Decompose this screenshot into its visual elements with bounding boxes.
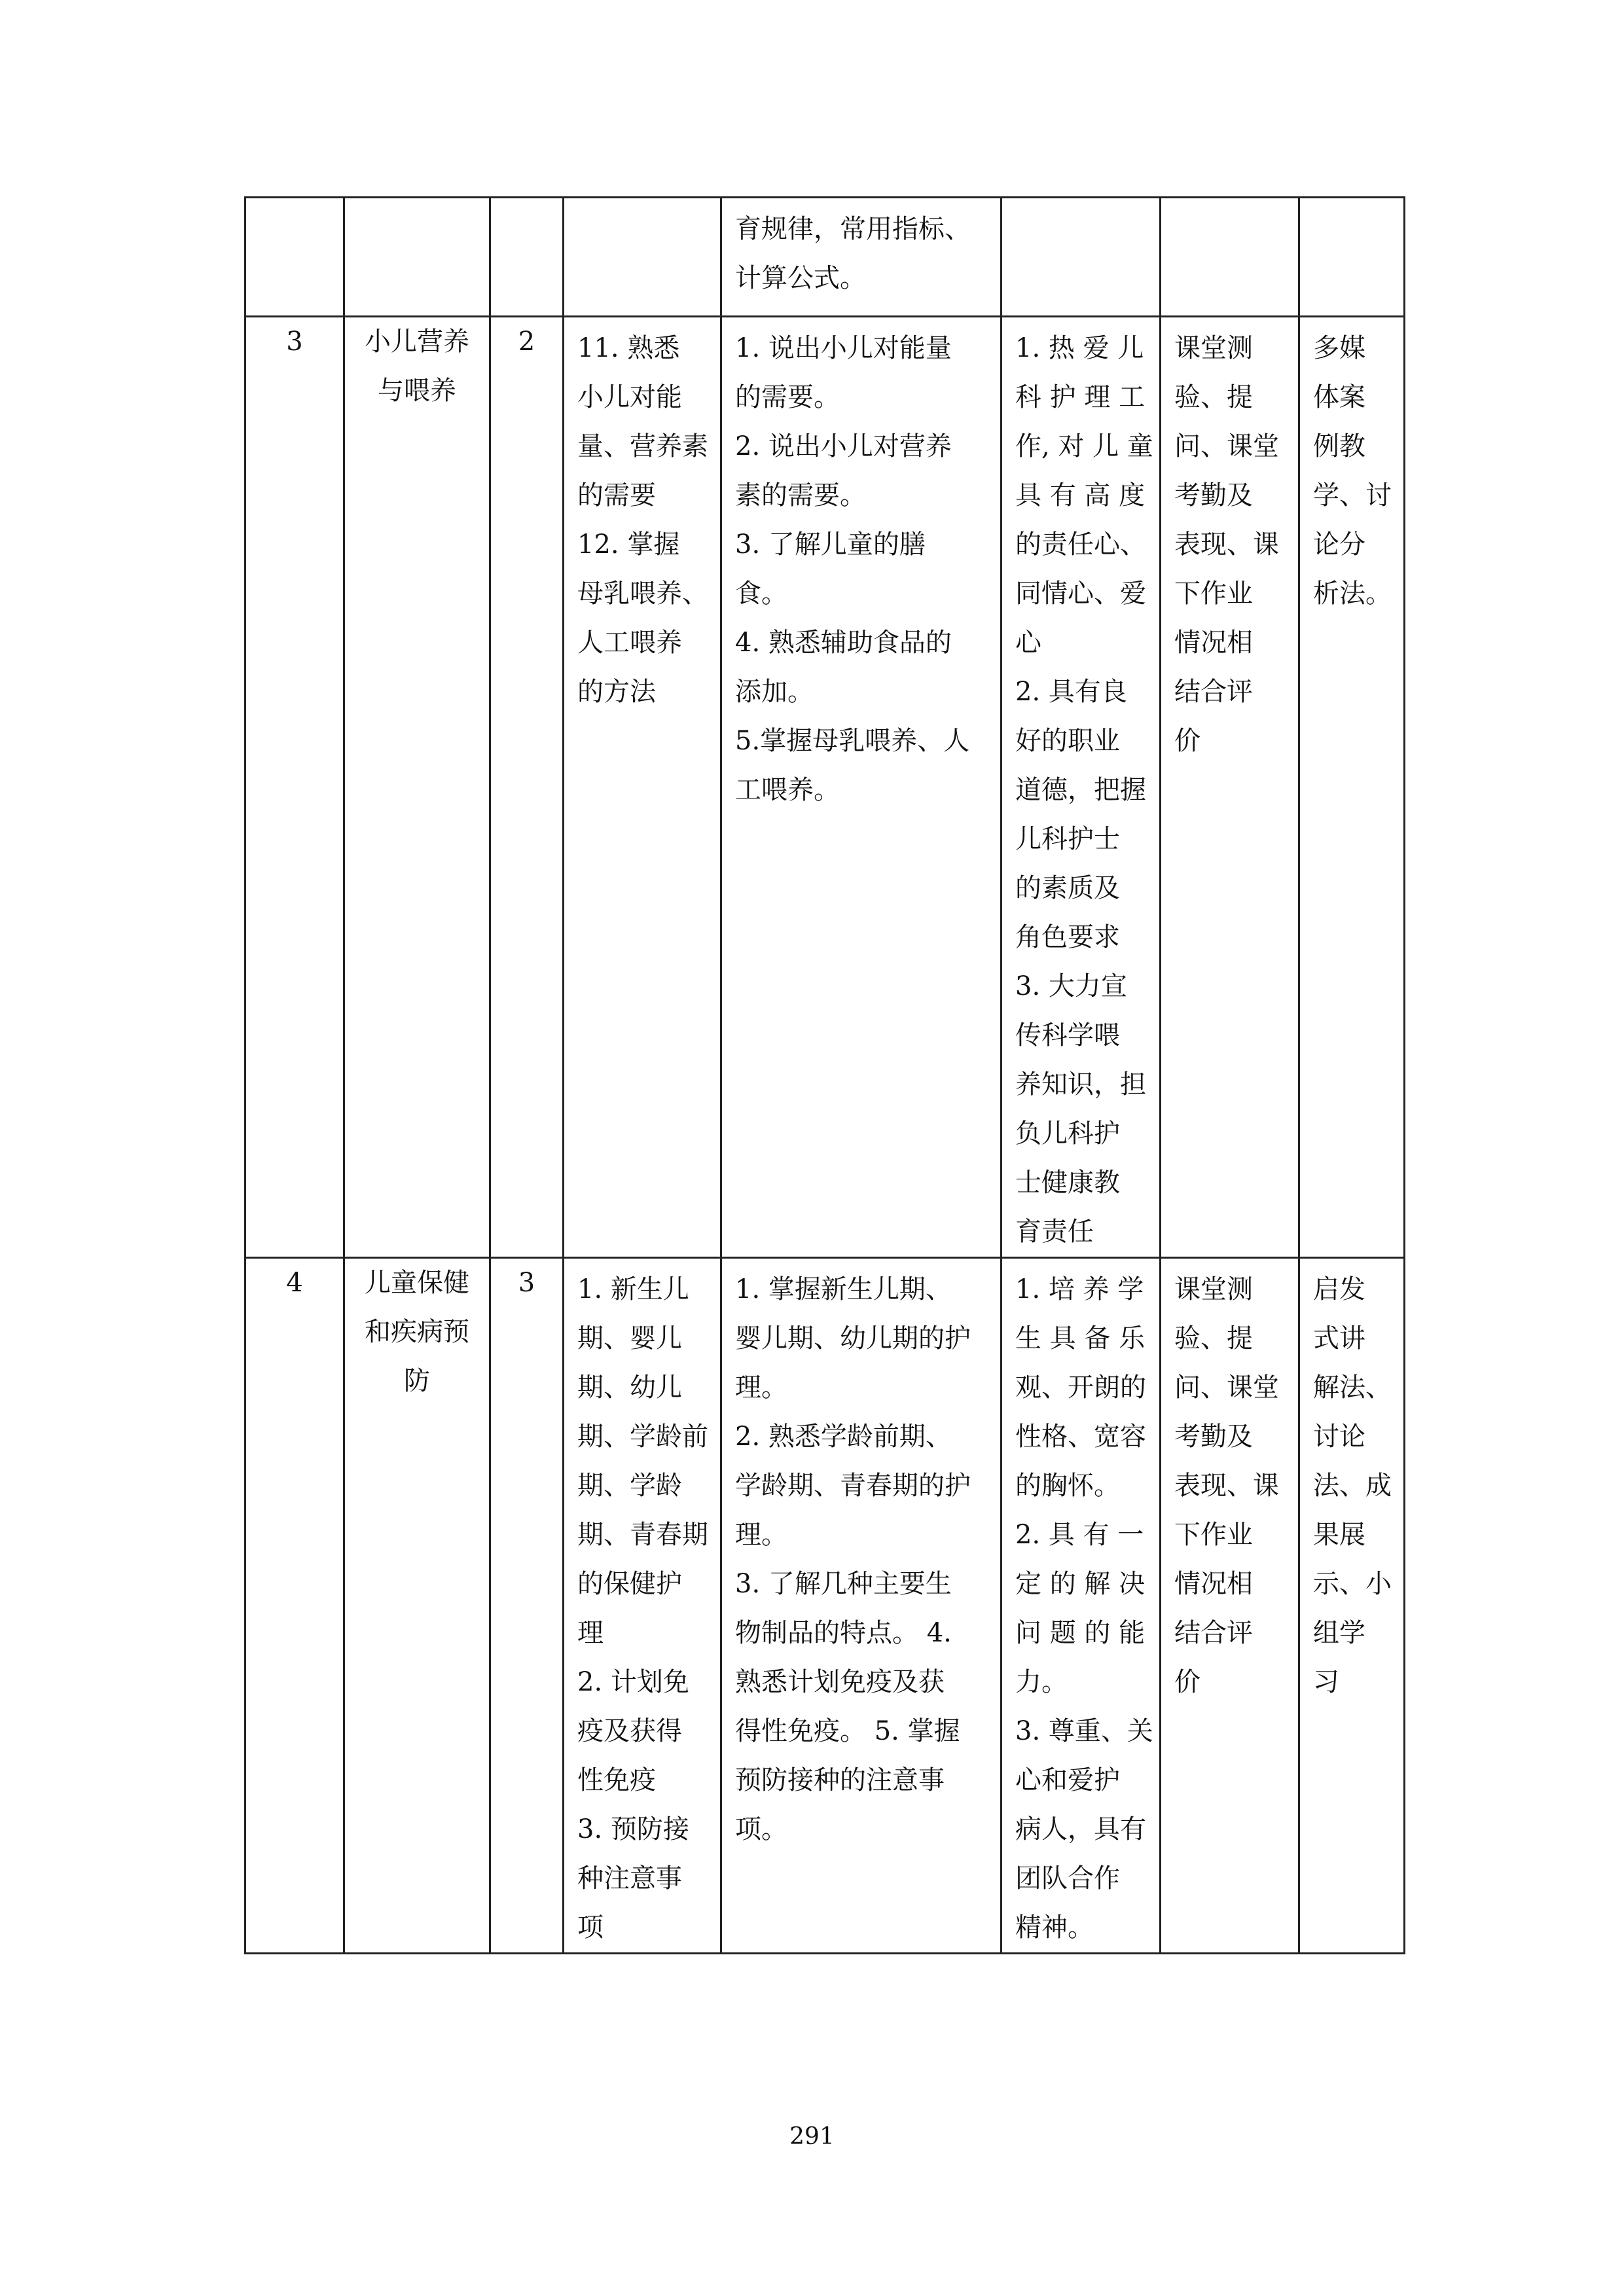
- content-line: 5.掌握母乳喂养、人: [735, 726, 970, 756]
- topic-line: 小儿营养: [365, 327, 469, 357]
- table-row-3: [245, 317, 1405, 1258]
- knowledge-line: 3. 预防接: [577, 1814, 689, 1844]
- page-number: 291: [789, 2123, 835, 2150]
- quality-line: 好的职业: [1015, 726, 1120, 756]
- row-number: 4: [286, 1268, 303, 1298]
- table-row-continued: [245, 198, 1405, 317]
- quality-line: 心: [1015, 628, 1041, 658]
- quality-line: 传科学喂: [1015, 1020, 1120, 1050]
- knowledge-line: 期、青春期: [577, 1520, 708, 1550]
- cell-quality: [1001, 317, 1161, 1258]
- knowledge-line: 项: [577, 1912, 604, 1943]
- knowledge-line: 人工喂养: [577, 628, 682, 658]
- content-line: 预防接种的注意事: [735, 1765, 945, 1795]
- assessment-line: 考勤及: [1174, 1422, 1253, 1452]
- content-line: 得性免疫。 5. 掌握: [735, 1716, 960, 1746]
- table-row-4: [245, 1258, 1405, 1954]
- method-line: 果展: [1313, 1520, 1365, 1550]
- quality-line: 生 具 备 乐: [1015, 1323, 1146, 1354]
- knowledge-line: 12. 掌握: [577, 529, 680, 560]
- quality-line: 精神。: [1015, 1912, 1094, 1943]
- quality-line: 的胸怀。: [1015, 1471, 1120, 1501]
- quality-line: 角色要求: [1015, 922, 1120, 952]
- quality-line: 心和爱护: [1015, 1765, 1120, 1795]
- assessment-line: 价: [1174, 726, 1200, 756]
- knowledge-line: 期、学龄前: [577, 1422, 708, 1452]
- method-line: 示、小: [1313, 1569, 1392, 1599]
- method-line: 析法。: [1313, 579, 1392, 609]
- quality-line: 团队合作: [1015, 1863, 1120, 1893]
- content-line: 熟悉计划免疫及获: [735, 1667, 945, 1697]
- quality-line: 负儿科护: [1015, 1119, 1120, 1149]
- knowledge-line: 期、学龄: [577, 1471, 682, 1501]
- quality-line: 性格、宽容: [1015, 1422, 1146, 1452]
- assessment-line: 价: [1174, 1667, 1200, 1697]
- quality-line: 问 题 的 能: [1015, 1618, 1146, 1648]
- cell-hours: [490, 198, 564, 317]
- content-line: 食。: [735, 579, 787, 609]
- content-line: 添加。: [735, 677, 814, 707]
- method-line: 法、成: [1313, 1471, 1392, 1501]
- quality-line: 育责任: [1015, 1217, 1094, 1247]
- content-line: 的需要。: [735, 382, 840, 412]
- cell-quality: [1001, 198, 1161, 317]
- knowledge-line: 的方法: [577, 677, 656, 707]
- knowledge-line: 量、营养素: [577, 431, 708, 461]
- knowledge-line: 性免疫: [577, 1765, 656, 1795]
- cell-topic: [344, 198, 490, 317]
- quality-line: 儿科护士: [1015, 824, 1120, 854]
- content-line: 工喂养。: [735, 775, 840, 805]
- quality-line: 科 护 理 工: [1015, 382, 1146, 412]
- knowledge-line: 1. 新生儿: [577, 1274, 689, 1304]
- content-line: 计算公式。: [735, 263, 866, 293]
- knowledge-line: 理: [577, 1618, 604, 1648]
- cell-hours: [490, 1258, 564, 1954]
- quality-line: 作, 对 儿 童: [1015, 431, 1153, 461]
- row-number: 3: [286, 327, 303, 357]
- cell-number: [245, 1258, 344, 1954]
- assessment-line: 下作业: [1174, 1520, 1253, 1550]
- quality-line: 道德，把握: [1015, 775, 1146, 805]
- method-line: 例教: [1313, 431, 1365, 461]
- quality-line: 士健康教: [1015, 1168, 1120, 1198]
- cell-assessment: [1161, 1258, 1299, 1954]
- assessment-line: 验、提: [1174, 382, 1253, 412]
- quality-line: 2. 具 有 一: [1015, 1520, 1144, 1550]
- assessment-line: 表现、课: [1174, 1471, 1279, 1501]
- knowledge-line: 11. 熟悉: [577, 333, 680, 363]
- assessment-line: 情况相: [1174, 1569, 1253, 1599]
- quality-line: 2. 具有良: [1015, 677, 1127, 707]
- cell-knowledge: [564, 317, 721, 1258]
- quality-line: 观、开朗的: [1015, 1372, 1146, 1403]
- cell-number: [245, 317, 344, 1258]
- assessment-line: 考勤及: [1174, 480, 1253, 511]
- assessment-line: 课堂测: [1174, 333, 1253, 363]
- assessment-line: 课堂测: [1174, 1274, 1253, 1304]
- assessment-line: 验、提: [1174, 1323, 1253, 1354]
- quality-line: 的责任心、: [1015, 529, 1146, 560]
- assessment-line: 问、课堂: [1174, 431, 1279, 461]
- assessment-line: 结合评: [1174, 1618, 1253, 1648]
- content-line: 2. 说出小儿对营养: [735, 431, 952, 461]
- cell-topic: [344, 317, 490, 1258]
- quality-line: 具 有 高 度: [1015, 480, 1146, 511]
- content-line: 3. 了解几种主要生: [735, 1569, 952, 1599]
- quality-line: 定 的 解 决: [1015, 1569, 1146, 1599]
- cell-method: [1299, 317, 1405, 1258]
- method-line: 习: [1313, 1667, 1339, 1697]
- cell-content: [721, 1258, 1001, 1954]
- topic-line: 与喂养: [378, 376, 456, 406]
- method-line: 式讲: [1313, 1323, 1365, 1354]
- method-line: 启发: [1313, 1274, 1365, 1304]
- content-line: 理。: [735, 1520, 787, 1550]
- cell-method: [1299, 198, 1405, 317]
- knowledge-line: 疫及获得: [577, 1716, 682, 1746]
- method-line: 组学: [1313, 1618, 1365, 1648]
- quality-line: 同情心、爱: [1015, 579, 1146, 609]
- cell-knowledge: [564, 198, 721, 317]
- assessment-line: 表现、课: [1174, 529, 1279, 560]
- method-line: 体案: [1313, 382, 1365, 412]
- cell-method: [1299, 1258, 1405, 1954]
- knowledge-line: 小儿对能: [577, 382, 682, 412]
- cell-number: [245, 198, 344, 317]
- method-line: 讨论: [1313, 1422, 1365, 1452]
- cell-quality: [1001, 1258, 1161, 1954]
- content-line: 2. 熟悉学龄前期、: [735, 1422, 952, 1452]
- content-line: 物制品的特点。 4.: [735, 1618, 952, 1648]
- content-line: 育规律，常用指标、: [735, 214, 971, 244]
- cell-hours: [490, 317, 564, 1258]
- hours-value: 2: [518, 327, 535, 357]
- content-line: 4. 熟悉辅助食品的: [735, 628, 952, 658]
- topic-line: 儿童保健: [365, 1268, 469, 1298]
- cell-assessment: [1161, 198, 1299, 317]
- content-line: 素的需要。: [735, 480, 866, 511]
- knowledge-line: 的需要: [577, 480, 656, 511]
- topic-line: 和疾病预: [365, 1317, 469, 1347]
- cell-content: [721, 317, 1001, 1258]
- cell-knowledge: [564, 1258, 721, 1954]
- cell-assessment: [1161, 317, 1299, 1258]
- content-line: 项。: [735, 1814, 787, 1844]
- cell-content: [721, 198, 1001, 317]
- knowledge-line: 母乳喂养、: [577, 579, 708, 609]
- quality-line: 病人，具有: [1015, 1814, 1146, 1844]
- topic-line: 防: [404, 1366, 430, 1396]
- quality-line: 的素质及: [1015, 873, 1120, 903]
- knowledge-line: 期、幼儿: [577, 1372, 682, 1403]
- assessment-line: 问、课堂: [1174, 1372, 1279, 1403]
- knowledge-line: 的保健护: [577, 1569, 682, 1599]
- quality-line: 1. 培 养 学: [1015, 1274, 1144, 1304]
- content-line: 1. 说出小儿对能量: [735, 333, 952, 363]
- content-line: 理。: [735, 1372, 787, 1403]
- method-line: 论分: [1313, 529, 1365, 560]
- hours-value: 3: [518, 1268, 535, 1298]
- quality-line: 力。: [1015, 1667, 1068, 1697]
- quality-line: 3. 大力宣: [1015, 971, 1127, 1001]
- content-line: 3. 了解儿童的膳: [735, 529, 926, 560]
- content-line: 学龄期、青春期的护: [735, 1471, 971, 1501]
- curriculum-table: [244, 196, 1405, 1954]
- cell-topic: [344, 1258, 490, 1954]
- method-line: 学、讨: [1313, 480, 1392, 511]
- assessment-line: 情况相: [1174, 628, 1253, 658]
- knowledge-line: 种注意事: [577, 1863, 682, 1893]
- assessment-line: 下作业: [1174, 579, 1253, 609]
- assessment-line: 结合评: [1174, 677, 1253, 707]
- content-line: 1. 掌握新生儿期、: [735, 1274, 952, 1304]
- content-line: 婴儿期、幼儿期的护: [735, 1323, 971, 1354]
- quality-line: 1. 热 爱 儿: [1015, 333, 1144, 363]
- quality-line: 3. 尊重、关: [1015, 1716, 1153, 1746]
- method-line: 多媒: [1313, 333, 1365, 363]
- quality-line: 养知识，担: [1015, 1069, 1146, 1100]
- knowledge-line: 期、婴儿: [577, 1323, 682, 1354]
- method-line: 解法、: [1313, 1372, 1392, 1403]
- knowledge-line: 2. 计划免: [577, 1667, 689, 1697]
